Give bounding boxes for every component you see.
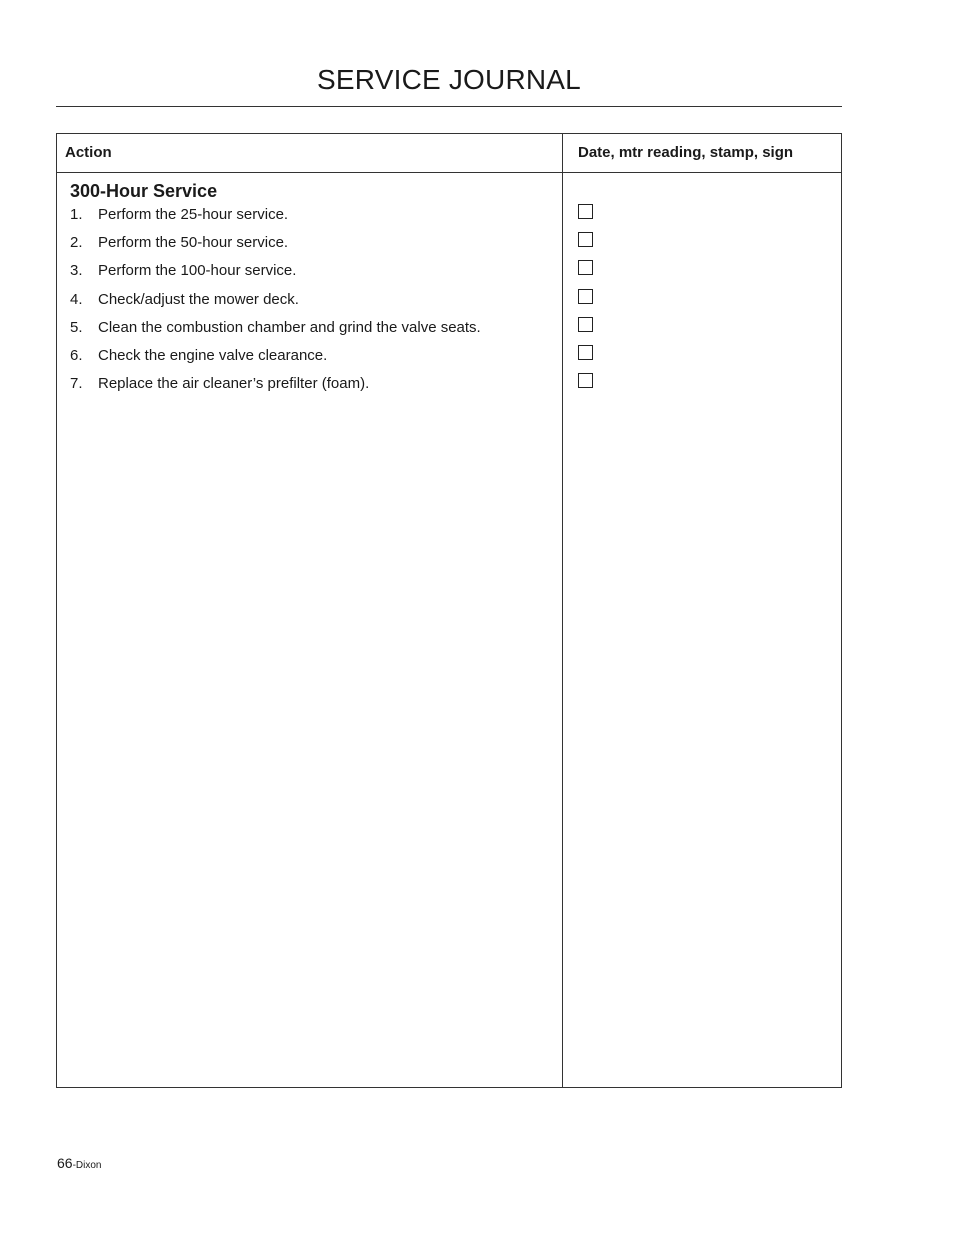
section-title: 300-Hour Service	[70, 181, 218, 201]
column-divider	[562, 134, 563, 1087]
task-number: 4.	[70, 290, 83, 308]
task-number: 3.	[70, 262, 83, 280]
page-number: 66	[57, 1155, 73, 1171]
task-text: Perform the 50-hour service.	[98, 234, 289, 252]
task-number: 6.	[70, 346, 83, 364]
task-checkbox[interactable]	[578, 204, 593, 219]
header-date-mtr-stamp-sign: Date, mtr reading, stamp, sign	[578, 144, 794, 161]
task-checkbox[interactable]	[578, 260, 593, 275]
header-action: Action	[65, 144, 112, 161]
task-text: Clean the combustion chamber and grind the valve seats.	[98, 318, 481, 336]
task-number: 5.	[70, 318, 83, 336]
task-text: Check/adjust the mower deck.	[98, 290, 299, 308]
task-number: 1.	[70, 206, 83, 223]
task-checkbox[interactable]	[578, 232, 593, 247]
task-number: 2.	[70, 234, 83, 252]
task-text: Perform the 100-hour service.	[98, 262, 297, 280]
service-journal-table	[56, 133, 842, 1088]
task-checkbox[interactable]	[578, 317, 593, 332]
brand-label: -Dixon	[72, 1160, 102, 1171]
task-checkbox[interactable]	[578, 289, 593, 304]
task-number: 7.	[70, 375, 83, 393]
table-header-row	[57, 134, 841, 173]
task-text: Replace the air cleaner’s prefilter (foam).	[98, 375, 370, 393]
title-rule	[56, 106, 842, 107]
task-text: Perform the 25-hour service.	[98, 206, 289, 223]
page-title: SERVICE JOURNAL	[317, 64, 581, 95]
page-footer	[57, 1154, 101, 1175]
task-text: Check the engine valve clearance.	[98, 346, 328, 364]
task-checkbox[interactable]	[578, 345, 593, 360]
task-checkbox[interactable]	[578, 373, 593, 388]
